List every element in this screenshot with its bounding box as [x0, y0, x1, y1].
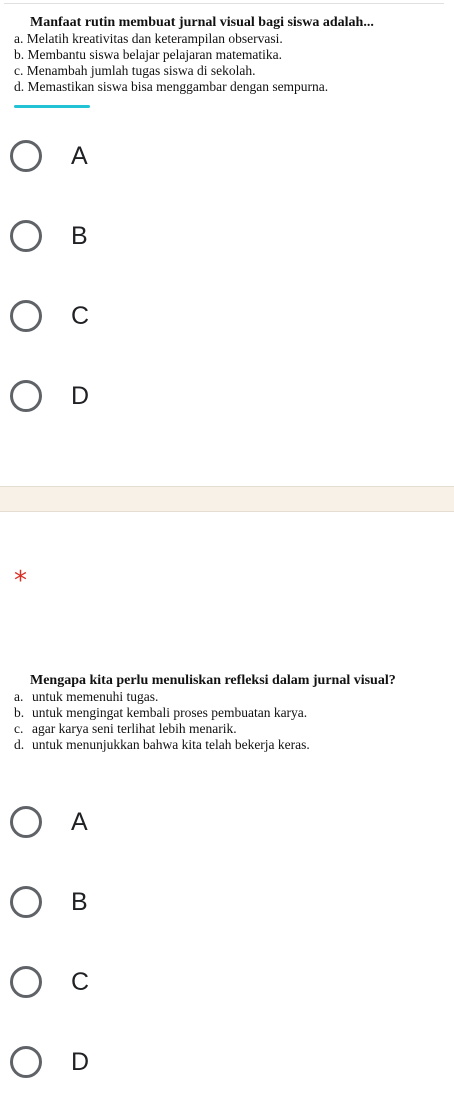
radio-button-icon[interactable]: [10, 300, 42, 332]
q1-choice-b[interactable]: [0, 206, 454, 266]
question-1-image: [0, 14, 454, 95]
q1-choice-d[interactable]: [0, 366, 454, 426]
question-2-option-d: d. untuk menunjukkan bahwa kita telah bekerja keras.: [14, 737, 310, 752]
choice-label: B: [71, 887, 88, 916]
question-1-option-b: b. Membantu siswa belajar pelajaran matematika.: [14, 47, 283, 62]
q2-choice-c[interactable]: [0, 952, 454, 1012]
top-divider: [0, 0, 454, 4]
choice-label: B: [71, 221, 88, 250]
radio-button-icon[interactable]: [10, 1046, 42, 1078]
q1-choice-a[interactable]: [0, 126, 454, 186]
question-separator: [0, 486, 454, 512]
radio-button-icon[interactable]: [10, 806, 42, 838]
choice-label: A: [71, 141, 88, 170]
choice-label: D: [71, 1047, 90, 1076]
radio-button-icon[interactable]: [10, 380, 42, 412]
question-2-option-b: b. untuk mengingat kembali proses pembuatan karya.: [14, 705, 308, 720]
question-2-option-a: a. untuk memenuhi tugas.: [14, 689, 159, 704]
choice-label: C: [71, 301, 90, 330]
radio-button-icon[interactable]: [10, 140, 42, 172]
question-1-option-a: a. Melatih kreativitas dan keterampilan observasi.: [14, 31, 283, 46]
question-2-option-c: c. agar karya seni terlihat lebih menarik.: [14, 721, 237, 736]
choice-label: A: [71, 807, 88, 836]
question-1-option-d: d. Memastikan siswa bisa menggambar dengan sempurna.: [14, 79, 329, 94]
radio-button-icon[interactable]: [10, 966, 42, 998]
question-1-title: Manfaat rutin membuat jurnal visual bagi siswa adalah...: [30, 15, 374, 30]
q1-choice-c[interactable]: [0, 286, 454, 346]
choice-label: C: [71, 967, 90, 996]
highlight-underline: [14, 105, 90, 108]
q2-choice-d[interactable]: [0, 1032, 454, 1092]
question-1-option-c: c. Menambah jumlah tugas siswa di sekolah.: [14, 63, 256, 78]
q2-choice-a[interactable]: [0, 792, 454, 852]
question-2-image: [0, 672, 454, 753]
required-asterisk: *: [14, 566, 27, 596]
question-2-title: Mengapa kita perlu menuliskan refleksi dalam jurnal visual?: [30, 673, 396, 688]
choice-label: D: [71, 381, 90, 410]
radio-button-icon[interactable]: [10, 220, 42, 252]
radio-button-icon[interactable]: [10, 886, 42, 918]
q2-choice-b[interactable]: [0, 872, 454, 932]
